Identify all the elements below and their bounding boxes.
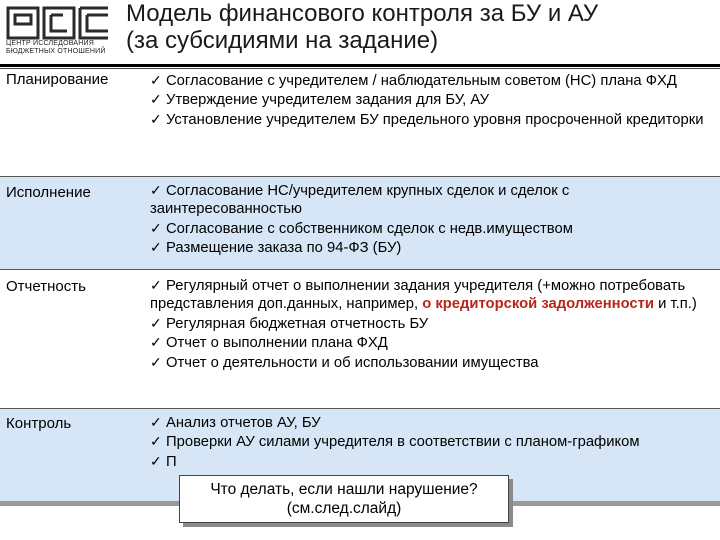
row-category: Исполнение	[6, 184, 91, 201]
list-item: ✓ Размещение заказа по 94-ФЗ (БУ)	[150, 239, 402, 257]
list-item: ✓ Отчет о выполнении плана ФХД	[150, 334, 388, 352]
logo-subtitle: ЦЕНТР ИССЛЕДОВАНИЯ БЮДЖЕТНЫХ ОТНОШЕНИЙ	[6, 40, 106, 55]
check-icon: ✓	[150, 314, 162, 331]
row-items	[150, 181, 716, 258]
check-icon: ✓	[150, 72, 162, 88]
table-row-planning	[0, 70, 720, 177]
list-item: ✓ Регулярная бюджетная отчетность БУ	[150, 314, 429, 332]
check-icon: ✓	[150, 452, 162, 469]
list-item: ✓ Проверки АУ силами учредителя в соответствии с планом-графиком	[150, 433, 640, 451]
check-icon: ✓	[150, 239, 162, 256]
row-items	[150, 413, 716, 471]
check-icon: ✓	[150, 433, 162, 450]
callout-question: Что делать, если нашли нарушение?	[210, 481, 478, 498]
list-item: ✓ Отчет о деятельности и об использовании имущества	[150, 353, 539, 371]
list-item: ✓ Согласование с учредителем / наблюдательным советом (НС) плана ФХД	[150, 72, 677, 89]
list-item: ✓ Согласование НС/учредителем крупных сделок и сделок с заинтересованностью	[150, 182, 570, 218]
row-category: Контроль	[6, 415, 72, 432]
callout-reference: (см.след.слайд)	[286, 500, 402, 517]
page-title	[126, 0, 716, 54]
title-line-1: Модель финансового контроля за БУ и АУ	[126, 0, 599, 27]
row-items	[150, 276, 716, 372]
list-item: ✓ Анализ отчетов АУ, БУ	[150, 414, 321, 431]
check-icon: ✓	[150, 414, 162, 430]
title-line-2: (за субсидиями на задание)	[126, 27, 439, 54]
row-category: Отчетность	[6, 278, 86, 295]
list-item: ✓ Установление учредителем БУ предельного уровня просроченной кредиторки	[150, 110, 704, 128]
check-icon: ✓	[150, 182, 162, 198]
check-icon: ✓	[150, 277, 162, 293]
header-divider-thin	[0, 68, 720, 69]
list-item: ✓ Утверждение учредителем задания для БУ, АУ	[150, 91, 489, 109]
row-items	[150, 71, 716, 129]
check-icon: ✓	[150, 91, 162, 108]
check-icon: ✓	[150, 353, 162, 370]
table-row-execution	[0, 177, 720, 270]
check-icon: ✓	[150, 334, 162, 351]
highlighted-text: о кредиторской задолженности	[422, 296, 654, 313]
callout-box	[179, 475, 509, 523]
check-icon: ✓	[150, 110, 162, 127]
header-divider	[0, 64, 720, 67]
check-icon: ✓	[150, 219, 162, 236]
row-category: Планирование	[6, 71, 109, 88]
list-item: ✓ Регулярный отчет о выполнении задания учредителя (+можно потребовать представления доп.данных, например, о кредиторской задолженности и т.п.)	[150, 277, 697, 313]
table-row-reporting	[0, 270, 720, 409]
list-item: ✓ Согласование с собственником сделок с недв.имуществом	[150, 219, 573, 237]
list-item: ✓ П	[150, 452, 177, 470]
